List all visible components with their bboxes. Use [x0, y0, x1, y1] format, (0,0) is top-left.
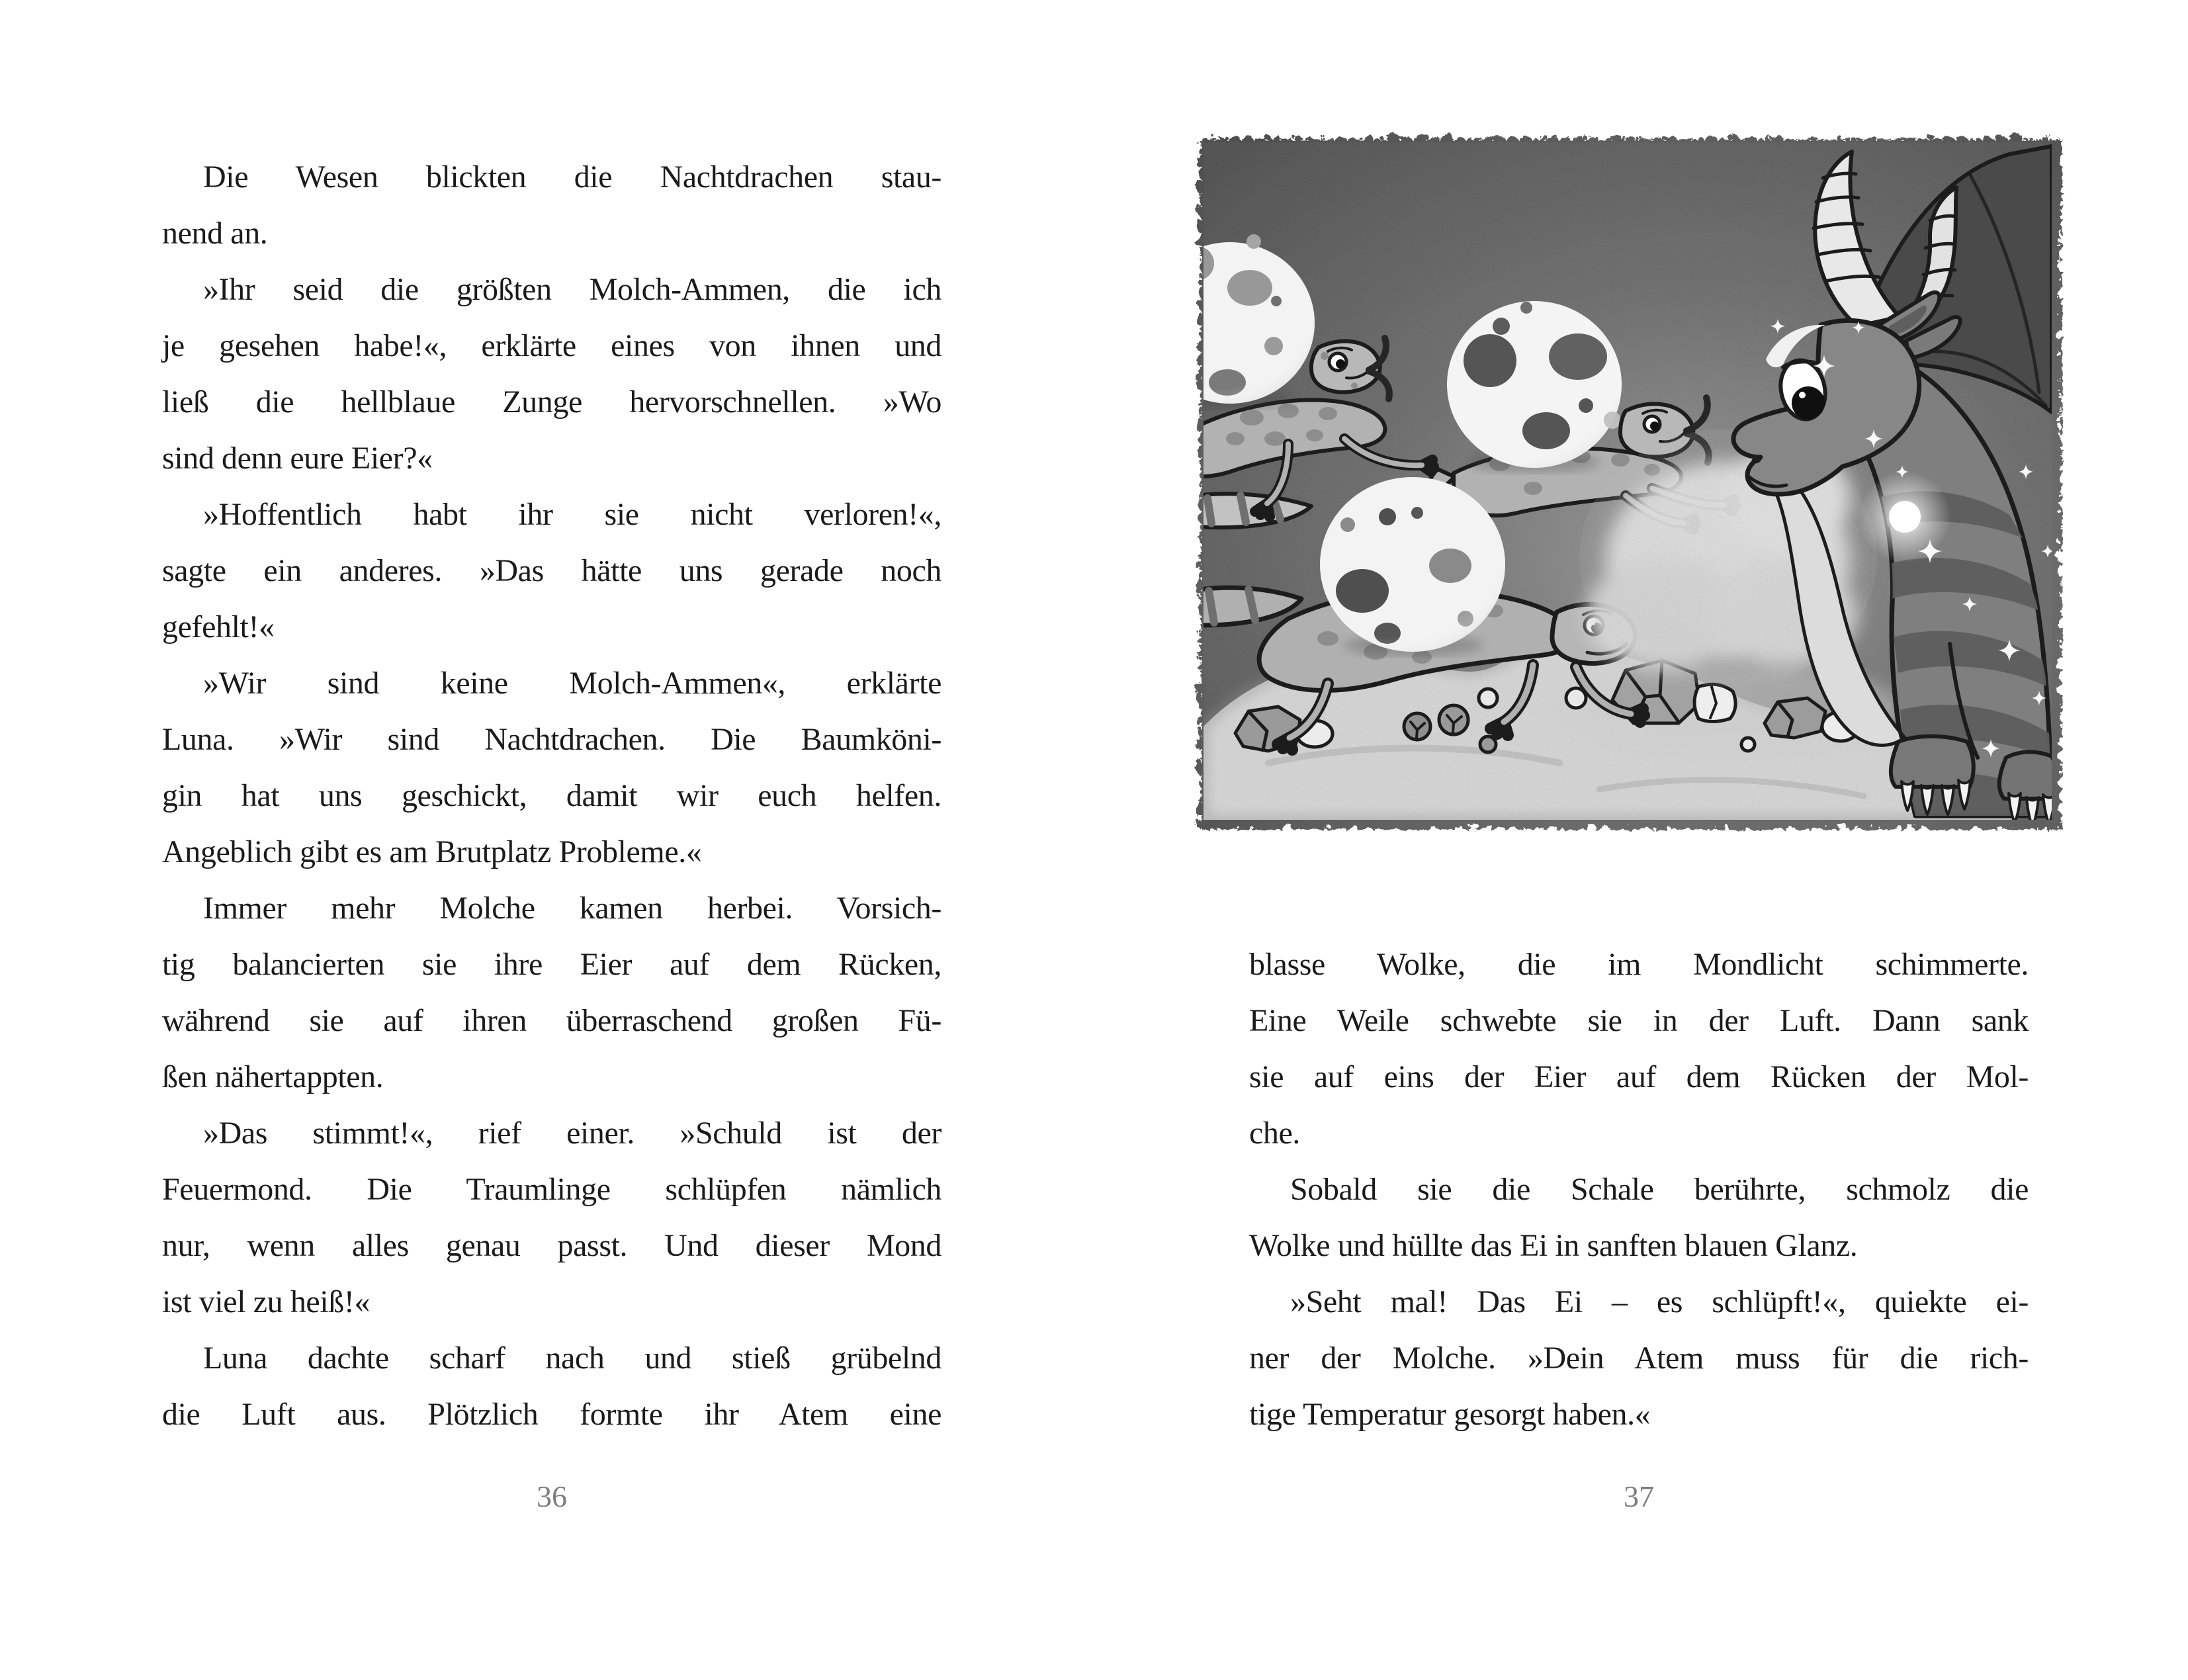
- text-line: die Luft aus. Plötzlich formte ihr Atem eine: [162, 1397, 941, 1432]
- text-line: »Wir sind keine Molch-Ammen«, erklärte: [203, 666, 941, 701]
- text-line: »Hoffentlich habt ihr sie nicht verloren!«,: [203, 497, 941, 532]
- text-line: »Das stimmt!«, rief einer. »Schuld ist der: [203, 1116, 941, 1151]
- text-line: Sobald sie die Schale berührte, schmolz die: [1290, 1172, 2029, 1207]
- text-line: ist viel zu heiß!«: [162, 1284, 371, 1319]
- glow-orb: [1859, 470, 1951, 563]
- text-line: blasse Wolke, die im Mondlicht schimmerte.: [1249, 947, 2029, 982]
- text-line: Immer mehr Molche kamen herbei. Vorsich-: [203, 891, 941, 926]
- text-line: »Seht mal! Das Ei – es schlüpft!«, quiekte ei-: [1290, 1284, 2029, 1319]
- text-line: gin hat uns geschickt, damit wir euch helfen.: [162, 778, 941, 813]
- text-line: je gesehen habe!«, erklärte eines von ihnen und: [162, 328, 941, 363]
- text-line: Luna dachte scharf nach und stieß grübelnd: [203, 1341, 941, 1376]
- text-column-left: [162, 149, 941, 1442]
- text-line: Wolke und hüllte das Ei in sanften blauen Glanz.: [1249, 1228, 1858, 1263]
- text-line: ließ die hellblaue Zunge hervorschnellen. »Wo: [162, 384, 941, 420]
- text-line: Die Wesen blickten die Nachtdrachen stau-: [203, 159, 941, 195]
- text-line: gefehlt!«: [162, 609, 275, 644]
- page-number-right: 37: [1624, 1480, 1654, 1513]
- text-line: während sie auf ihren überraschend großen Fü-: [162, 1003, 941, 1038]
- text-line: Angeblich gibt es am Brutplatz Probleme.«: [162, 834, 702, 869]
- text-line: tig balancierten sie ihre Eier auf dem Rücken,: [162, 947, 941, 982]
- text-line: sind denn eure Eier?«: [162, 441, 433, 476]
- page-number-left: 36: [537, 1480, 567, 1513]
- text-line: »Ihr seid die größten Molch-Ammen, die ich: [203, 272, 941, 307]
- text-line: sie auf eins der Eier auf dem Rücken der Mol-: [1249, 1059, 2029, 1094]
- text-line: nend an.: [162, 216, 268, 251]
- text-line: Feuermond. Die Traumlinge schlüpfen nämlich: [162, 1172, 941, 1207]
- text-line: ßen nähertappten.: [162, 1059, 384, 1094]
- text-line: ner der Molche. »Dein Atem muss für die rich-: [1249, 1341, 2029, 1376]
- text-line: nur, wenn alles genau passt. Und dieser Mond: [162, 1228, 941, 1263]
- text-line: che.: [1249, 1116, 1301, 1151]
- text-line: Eine Weile schwebte sie in der Luft. Dann sank: [1249, 1003, 2029, 1038]
- text-line: sagte ein anderes. »Das hätte uns gerade noch: [162, 553, 941, 588]
- text-line: tige Temperatur gesorgt haben.«: [1249, 1397, 1651, 1432]
- text-column-right: [1249, 936, 2029, 1442]
- story-illustration: [1189, 128, 2066, 834]
- text-line: Luna. »Wir sind Nachtdrachen. Die Baumköni-: [162, 722, 941, 757]
